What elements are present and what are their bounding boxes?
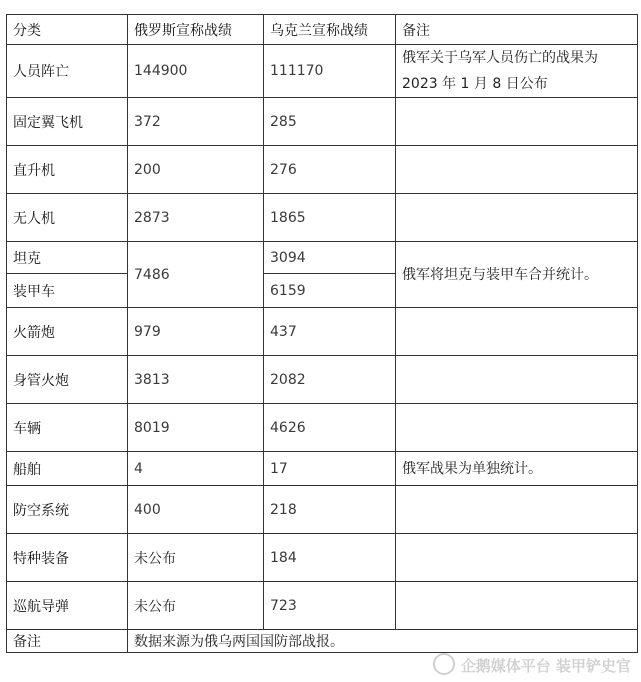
russia-cruise-missile: 未公布	[128, 582, 264, 630]
header-notes: 备注	[396, 15, 638, 45]
row-personnel	[7, 45, 638, 98]
ukraine-ship: 17	[264, 452, 396, 486]
ukraine-cruise-missile: 723	[264, 582, 396, 630]
row-special-equipment	[7, 534, 638, 582]
row-tube-artillery	[7, 356, 638, 404]
note-tube-artillery	[396, 356, 638, 404]
note-tank-armored: 俄军将坦克与装甲车合并统计。	[396, 242, 638, 308]
ukraine-drone: 1865	[264, 194, 396, 242]
ukraine-special-equipment: 184	[264, 534, 396, 582]
header-row	[7, 15, 638, 45]
row-helicopter	[7, 146, 638, 194]
note-drone	[396, 194, 638, 242]
russia-fixed-wing: 372	[128, 98, 264, 146]
ukraine-personnel: 111170	[264, 45, 396, 98]
penguin-logo-icon	[433, 653, 455, 675]
ukraine-rocket-artillery: 437	[264, 308, 396, 356]
row-air-defense	[7, 486, 638, 534]
category-personnel: 人员阵亡	[7, 45, 128, 98]
note-personnel: 俄军关于乌军人员伤亡的战果为 2023 年 1 月 8 日公布	[396, 45, 638, 98]
russia-helicopter: 200	[128, 146, 264, 194]
header-category: 分类	[7, 15, 128, 45]
note-vehicle	[396, 404, 638, 452]
note-air-defense	[396, 486, 638, 534]
category-tube-artillery: 身管火炮	[7, 356, 128, 404]
category-ship: 船舶	[7, 452, 128, 486]
watermark-text: 企鹅媒体平台 装甲铲史官	[460, 657, 631, 675]
header-russia: 俄罗斯宣称战绩	[128, 15, 264, 45]
footer-row	[7, 630, 638, 653]
note-cruise-missile	[396, 582, 638, 630]
category-armored: 装甲车	[7, 274, 128, 308]
note-ship: 俄军战果为单独统计。	[396, 452, 638, 486]
header-ukraine: 乌克兰宣称战绩	[264, 15, 396, 45]
note-rocket-artillery	[396, 308, 638, 356]
russia-rocket-artillery: 979	[128, 308, 264, 356]
category-air-defense: 防空系统	[7, 486, 128, 534]
category-fixed-wing: 固定翼飞机	[7, 98, 128, 146]
ukraine-air-defense: 218	[264, 486, 396, 534]
row-rocket-artillery	[7, 308, 638, 356]
russia-vehicle: 8019	[128, 404, 264, 452]
category-vehicle: 车辆	[7, 404, 128, 452]
note-helicopter	[396, 146, 638, 194]
russia-tube-artillery: 3813	[128, 356, 264, 404]
ukraine-helicopter: 276	[264, 146, 396, 194]
note-fixed-wing	[396, 98, 638, 146]
russia-ship: 4	[128, 452, 264, 486]
row-vehicle	[7, 404, 638, 452]
russia-special-equipment: 未公布	[128, 534, 264, 582]
row-tank	[7, 242, 638, 274]
ukraine-armored: 6159	[264, 274, 396, 308]
russia-air-defense: 400	[128, 486, 264, 534]
watermark	[433, 653, 631, 676]
category-cruise-missile: 巡航导弹	[7, 582, 128, 630]
stats-table	[6, 14, 638, 653]
category-special-equipment: 特种装备	[7, 534, 128, 582]
row-drone	[7, 194, 638, 242]
footer-source-text: 数据来源为俄乌两国国防部战报。	[128, 630, 638, 653]
ukraine-fixed-wing: 285	[264, 98, 396, 146]
footer-label: 备注	[7, 630, 128, 653]
russia-personnel: 144900	[128, 45, 264, 98]
ukraine-tube-artillery: 2082	[264, 356, 396, 404]
category-helicopter: 直升机	[7, 146, 128, 194]
row-cruise-missile	[7, 582, 638, 630]
row-ship	[7, 452, 638, 486]
russia-tank-armored-combined: 7486	[128, 242, 264, 308]
row-fixed-wing	[7, 98, 638, 146]
category-rocket-artillery: 火箭炮	[7, 308, 128, 356]
note-special-equipment	[396, 534, 638, 582]
category-drone: 无人机	[7, 194, 128, 242]
ukraine-tank: 3094	[264, 242, 396, 274]
russia-drone: 2873	[128, 194, 264, 242]
category-tank: 坦克	[7, 242, 128, 274]
ukraine-vehicle: 4626	[264, 404, 396, 452]
